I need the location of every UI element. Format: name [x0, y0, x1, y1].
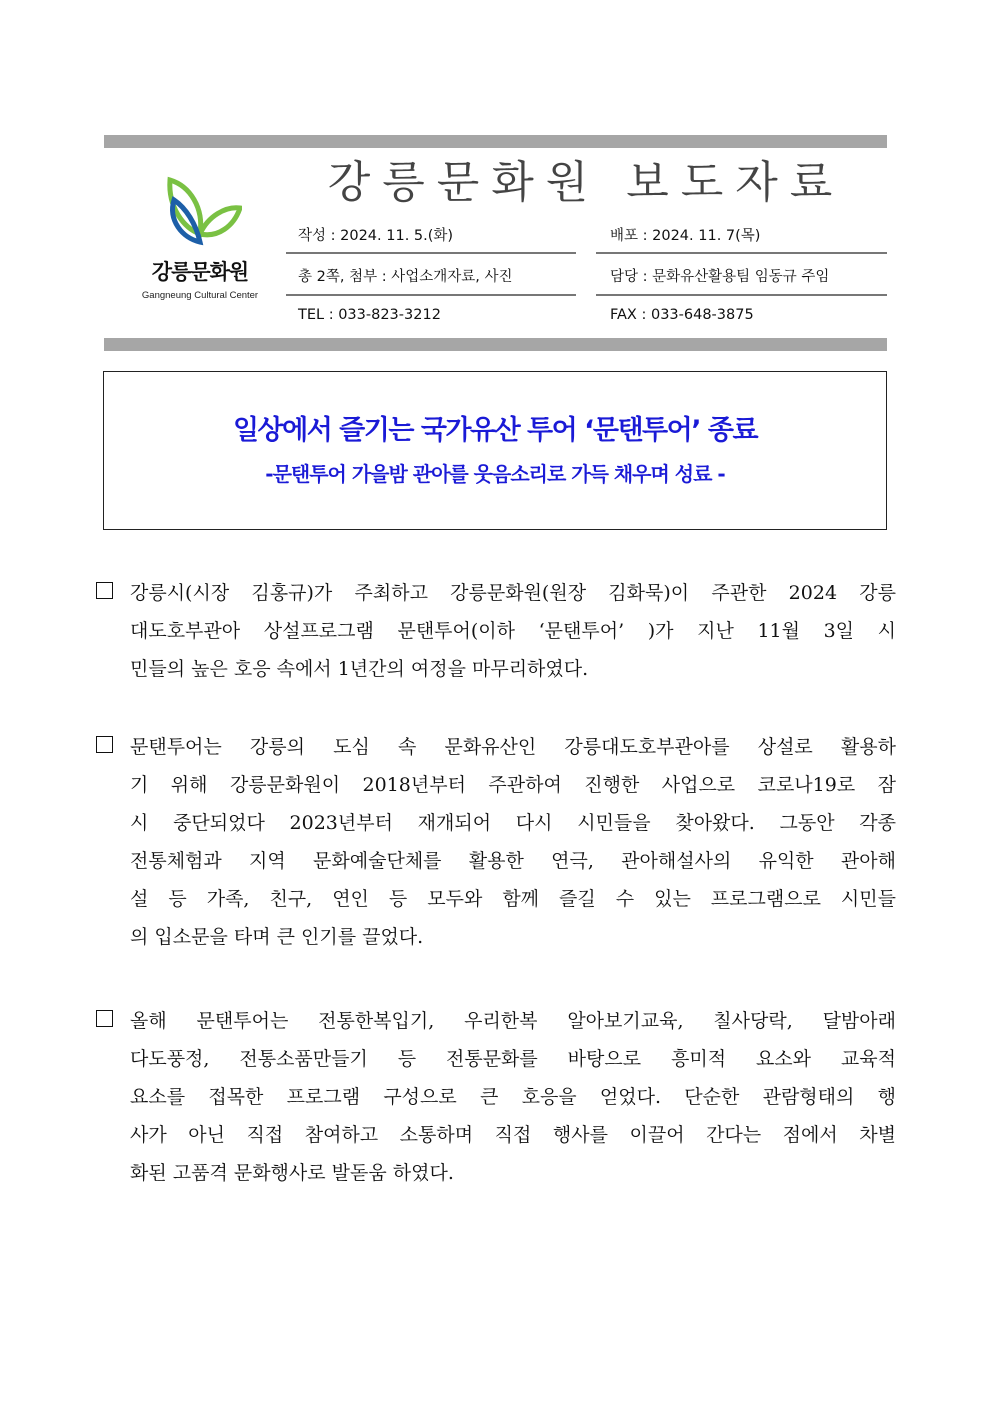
header-bottom-bar	[104, 338, 887, 351]
paragraph-line: 화된 고품격 문화행사로 발돋움 하였다.	[130, 1162, 454, 1184]
distribution-date: 배포 : 2024. 11. 7(목)	[610, 228, 761, 244]
headline: 일상에서 즐기는 국가유산 투어 ‘문탠투어’ 종료	[232, 415, 758, 446]
paragraph-2	[96, 728, 896, 958]
paragraph-line: 올해 문탠투어는 전통한복입기, 우리한복 알아보기교육, 칠사당락, 달밤아래	[130, 1010, 896, 1032]
leaf-logo-icon	[160, 172, 242, 254]
contact-person: 담당 : 문화유산활용팀 임동규 주임	[610, 269, 830, 285]
paragraph-line: 의 입소문을 타며 큰 인기를 끌었다.	[130, 926, 424, 948]
paragraph-line: 요소를 접목한 프로그램 구성으로 큰 호응을 얻었다. 단순한 관람형태의 행	[130, 1086, 896, 1108]
paragraph-line: 기 위해 강릉문화원이 2018년부터 주관하여 진행한 사업으로 코로나19로 잠	[130, 774, 896, 796]
meta-divider	[286, 294, 576, 296]
logo-subtitle: Gangneung Cultural Center	[141, 290, 259, 301]
telephone: TEL : 033-823-3212	[298, 307, 441, 323]
paragraph-line: 대도호부관아 상설프로그램 문탠투어(이하 ‘문탠투어’ )가 지난 11월 3일 시	[130, 620, 896, 642]
paragraph-line: 다도풍정, 전통소품만들기 등 전통문화를 바탕으로 흥미적 요소와 교육적	[130, 1048, 896, 1070]
fax: FAX : 033-648-3875	[610, 307, 754, 323]
subheadline: -문탠투어 가을밤 관아를 웃음소리로 가득 채우며 성료 -	[265, 462, 725, 486]
gangneung-cultural-center-logo	[138, 172, 262, 312]
written-date: 작성 : 2024. 11. 5.(화)	[298, 228, 454, 244]
paragraph-line: 강릉시(시장 김홍규)가 주최하고 강릉문화원(원장 김화묵)이 주관한 2024 강릉	[130, 582, 896, 604]
paragraph-line: 전통체험과 지역 문화예술단체를 활용한 연극, 관아해설사의 유익한 관아해	[130, 850, 896, 872]
paragraph-line: 사가 아닌 직접 참여하고 소통하며 직접 행사를 이끌어 간다는 점에서 차별	[130, 1124, 896, 1146]
checkbox-bullet-icon	[96, 582, 113, 599]
press-release-title: 강릉문화원 보도자료	[327, 157, 845, 208]
paragraph-1	[96, 574, 896, 694]
logo-name: 강릉문화원	[151, 260, 249, 284]
meta-divider	[596, 294, 887, 296]
paragraph-line: 설 등 가족, 친구, 연인 등 모두와 함께 즐길 수 있는 프로그램으로 시민들	[130, 888, 896, 910]
paragraph-3	[96, 1002, 896, 1202]
checkbox-bullet-icon	[96, 736, 113, 753]
meta-divider	[286, 252, 576, 254]
paragraph-line: 문탠투어는 강릉의 도심 속 문화유산인 강릉대도호부관아를 상설로 활용하	[130, 736, 896, 758]
paragraph-line: 시 중단되었다 2023년부터 재개되어 다시 시민들을 찾아왔다. 그동안 각종	[130, 812, 896, 834]
headline-box	[103, 371, 887, 530]
checkbox-bullet-icon	[96, 1010, 113, 1027]
page-count-attachments: 총 2쪽, 첨부 : 사업소개자료, 사진	[298, 269, 513, 285]
meta-divider	[596, 252, 887, 254]
paragraph-line: 민들의 높은 호응 속에서 1년간의 여정을 마무리하였다.	[130, 658, 589, 680]
